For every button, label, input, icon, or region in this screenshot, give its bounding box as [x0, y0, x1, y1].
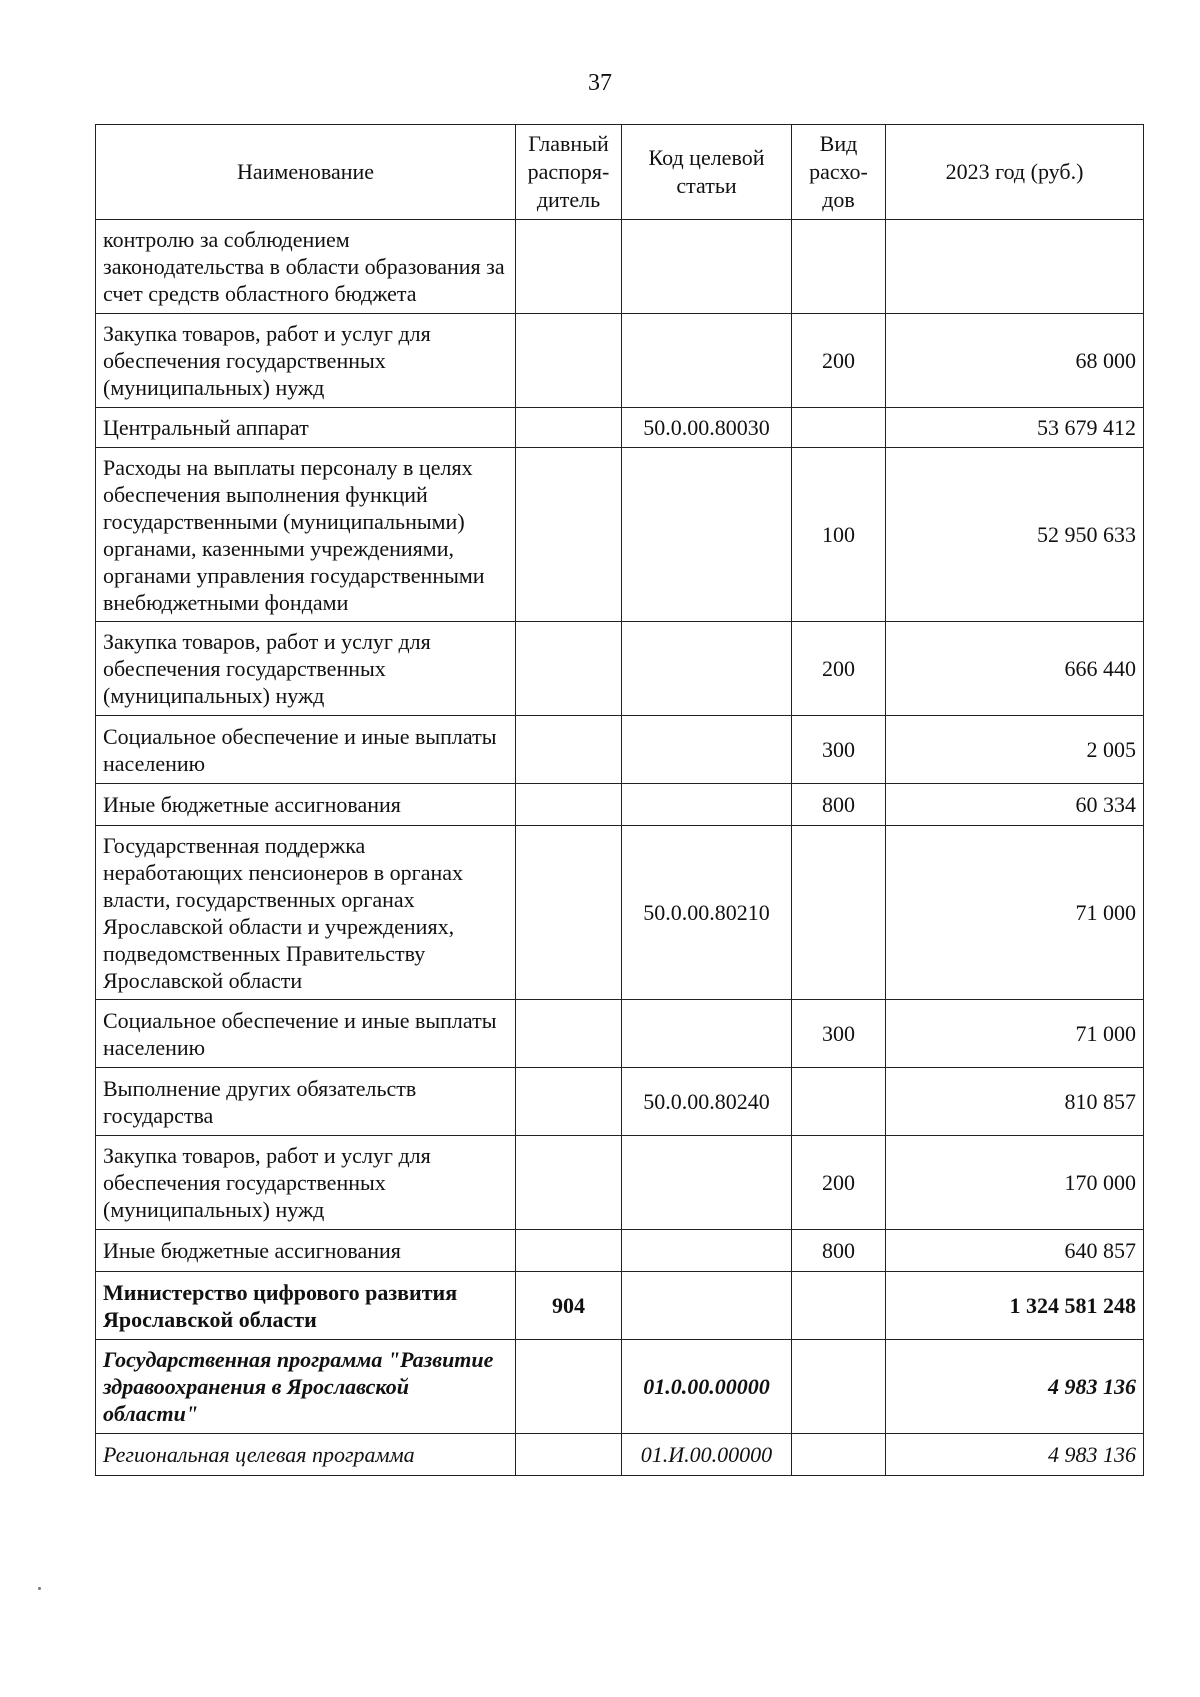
table-row — [96, 716, 1144, 784]
row-distributor — [516, 622, 622, 716]
row-target-code: 01.0.00.00000 — [622, 1340, 792, 1434]
row-distributor — [516, 1068, 622, 1136]
row-name: Расходы на выплаты персоналу в целях обеспечения выполнения функций государственными (муниципальными) органами, казенными учреждениями, органами управления государственными внебюджетными фондами — [96, 448, 516, 622]
row-target-code — [622, 1230, 792, 1272]
header-distributor: Главный распоря-дитель — [516, 125, 622, 220]
row-distributor — [516, 1340, 622, 1434]
row-amount: 52 950 633 — [886, 448, 1144, 622]
row-target-code — [622, 1136, 792, 1230]
row-expense-type — [792, 1340, 886, 1434]
row-distributor — [516, 1136, 622, 1230]
row-name: Министерство цифрового развития Ярославской области — [96, 1272, 516, 1340]
table-row — [96, 784, 1144, 826]
row-distributor — [516, 220, 622, 314]
row-name: Закупка товаров, работ и услуг для обеспечения государственных (муниципальных) нужд — [96, 1136, 516, 1230]
row-amount: 1 324 581 248 — [886, 1272, 1144, 1340]
row-target-code — [622, 716, 792, 784]
row-expense-type — [792, 1272, 886, 1340]
table-row — [96, 220, 1144, 314]
row-name: Закупка товаров, работ и услуг для обеспечения государственных (муниципальных) нужд — [96, 622, 516, 716]
table-header-row — [96, 125, 1144, 220]
table-row — [96, 1136, 1144, 1230]
row-amount: 53 679 412 — [886, 408, 1144, 448]
budget-table — [95, 124, 1144, 1476]
row-target-code — [622, 784, 792, 826]
row-name: Государственная поддержка неработающих пенсионеров в органах власти, государственных органах Ярославской области и учреждениях, подведомственных Правительству Ярославской области — [96, 826, 516, 1000]
row-distributor — [516, 1230, 622, 1272]
row-expense-type — [792, 1068, 886, 1136]
row-target-code — [622, 622, 792, 716]
row-name: Закупка товаров, работ и услуг для обеспечения государственных (муниципальных) нужд — [96, 314, 516, 408]
row-amount — [886, 220, 1144, 314]
table-row — [96, 826, 1144, 1000]
row-name: Центральный аппарат — [96, 408, 516, 448]
table-row — [96, 448, 1144, 622]
row-expense-type — [792, 220, 886, 314]
table-row — [96, 1068, 1144, 1136]
scan-speck — [38, 1587, 41, 1590]
row-target-code — [622, 1000, 792, 1068]
row-name: Иные бюджетные ассигнования — [96, 784, 516, 826]
row-target-code — [622, 314, 792, 408]
row-amount: 4 983 136 — [886, 1434, 1144, 1476]
row-distributor: 904 — [516, 1272, 622, 1340]
row-target-code: 50.0.00.80240 — [622, 1068, 792, 1136]
row-amount: 4 983 136 — [886, 1340, 1144, 1434]
row-expense-type: 800 — [792, 1230, 886, 1272]
header-name: Наименование — [96, 125, 516, 220]
row-expense-type — [792, 408, 886, 448]
row-distributor — [516, 1000, 622, 1068]
row-amount: 71 000 — [886, 826, 1144, 1000]
row-target-code: 50.0.00.80210 — [622, 826, 792, 1000]
table-row — [96, 1434, 1144, 1476]
row-amount: 60 334 — [886, 784, 1144, 826]
row-distributor — [516, 826, 622, 1000]
row-name: Социальное обеспечение и иные выплаты населению — [96, 1000, 516, 1068]
row-amount: 68 000 — [886, 314, 1144, 408]
row-distributor — [516, 716, 622, 784]
row-target-code — [622, 448, 792, 622]
table-row — [96, 314, 1144, 408]
row-name: Региональная целевая программа — [96, 1434, 516, 1476]
row-expense-type — [792, 826, 886, 1000]
row-expense-type — [792, 1434, 886, 1476]
row-expense-type: 200 — [792, 314, 886, 408]
row-amount: 810 857 — [886, 1068, 1144, 1136]
table-row — [96, 1272, 1144, 1340]
table-row — [96, 1340, 1144, 1434]
row-amount: 640 857 — [886, 1230, 1144, 1272]
table-row — [96, 622, 1144, 716]
row-name: контролю за соблюдением законодательства в области образования за счет средств областного бюджета — [96, 220, 516, 314]
header-expense-type: Вид расхо-дов — [792, 125, 886, 220]
row-expense-type: 100 — [792, 448, 886, 622]
row-name: Государственная программа "Развитие здравоохранения в Ярославской области" — [96, 1340, 516, 1434]
row-name: Выполнение других обязательств государства — [96, 1068, 516, 1136]
row-name: Иные бюджетные ассигнования — [96, 1230, 516, 1272]
row-expense-type: 300 — [792, 716, 886, 784]
row-distributor — [516, 1434, 622, 1476]
table-row — [96, 408, 1144, 448]
row-expense-type: 200 — [792, 622, 886, 716]
row-expense-type: 300 — [792, 1000, 886, 1068]
table-row — [96, 1000, 1144, 1068]
row-distributor — [516, 448, 622, 622]
row-amount: 2 005 — [886, 716, 1144, 784]
row-distributor — [516, 784, 622, 826]
row-amount: 71 000 — [886, 1000, 1144, 1068]
row-amount: 170 000 — [886, 1136, 1144, 1230]
row-target-code: 50.0.00.80030 — [622, 408, 792, 448]
row-target-code: 01.И.00.00000 — [622, 1434, 792, 1476]
header-amount: 2023 год (руб.) — [886, 125, 1144, 220]
row-distributor — [516, 314, 622, 408]
row-expense-type: 800 — [792, 784, 886, 826]
page-number: 37 — [588, 70, 612, 96]
row-amount: 666 440 — [886, 622, 1144, 716]
header-target-code: Код целевой статьи — [622, 125, 792, 220]
row-distributor — [516, 408, 622, 448]
row-name: Социальное обеспечение и иные выплаты населению — [96, 716, 516, 784]
row-target-code — [622, 1272, 792, 1340]
row-expense-type: 200 — [792, 1136, 886, 1230]
row-target-code — [622, 220, 792, 314]
table-row — [96, 1230, 1144, 1272]
